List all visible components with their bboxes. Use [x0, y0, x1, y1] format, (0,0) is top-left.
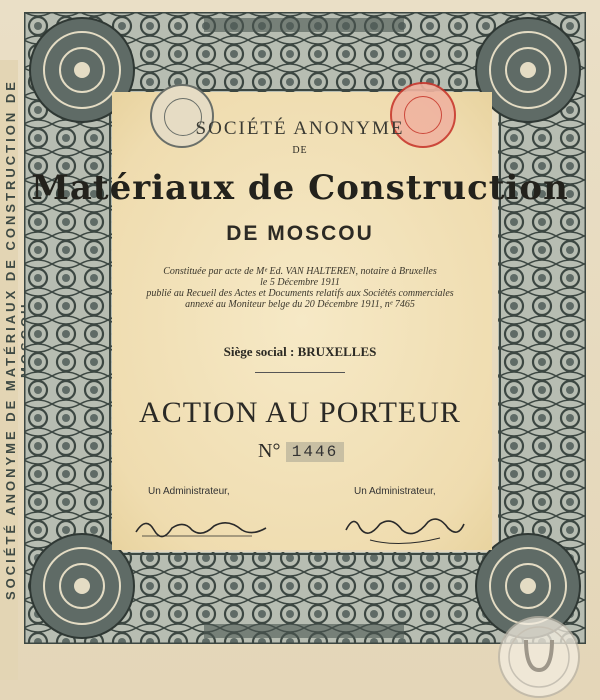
signature-right [340, 510, 470, 550]
registered-office: Siège social : BRUXELLES [223, 344, 377, 359]
administrator-label-left: Un Administrateur, [148, 486, 230, 497]
share-number: 1446 [286, 442, 344, 462]
administrator-label-right: Un Administrateur, [354, 486, 436, 497]
signature-left [132, 510, 272, 544]
stub-text: SOCIÉTÉ ANONYME DE MATÉRIAUX DE CONSTRUCTION DE [3, 79, 18, 601]
constitution-line: annexé au Moniteur belge du 20 Décembre 1911, nᵉ 7465 [185, 299, 415, 310]
company-name: Matériaux de Construction [31, 168, 569, 208]
number-prefix: N° [258, 440, 281, 462]
company-location: DE MOSCOU [226, 222, 374, 245]
monogram-watermark-icon [496, 614, 582, 700]
constitution-line: le 5 Décembre 1911 [260, 277, 340, 288]
text-panel [112, 92, 492, 550]
share-type-title: ACTION AU PORTEUR [139, 396, 461, 429]
de-label: DE [292, 145, 308, 156]
company-type: SOCIÉTÉ ANONYME [195, 118, 405, 139]
constitution-line: Constituée par acte de Mᵉ Ed. VAN HALTEREN, notaire à Bruxelles [163, 266, 437, 277]
constitution-line: publié au Recueil des Actes et Documents relatifs aux Sociétés commerciales [146, 288, 454, 299]
divider [255, 372, 345, 373]
